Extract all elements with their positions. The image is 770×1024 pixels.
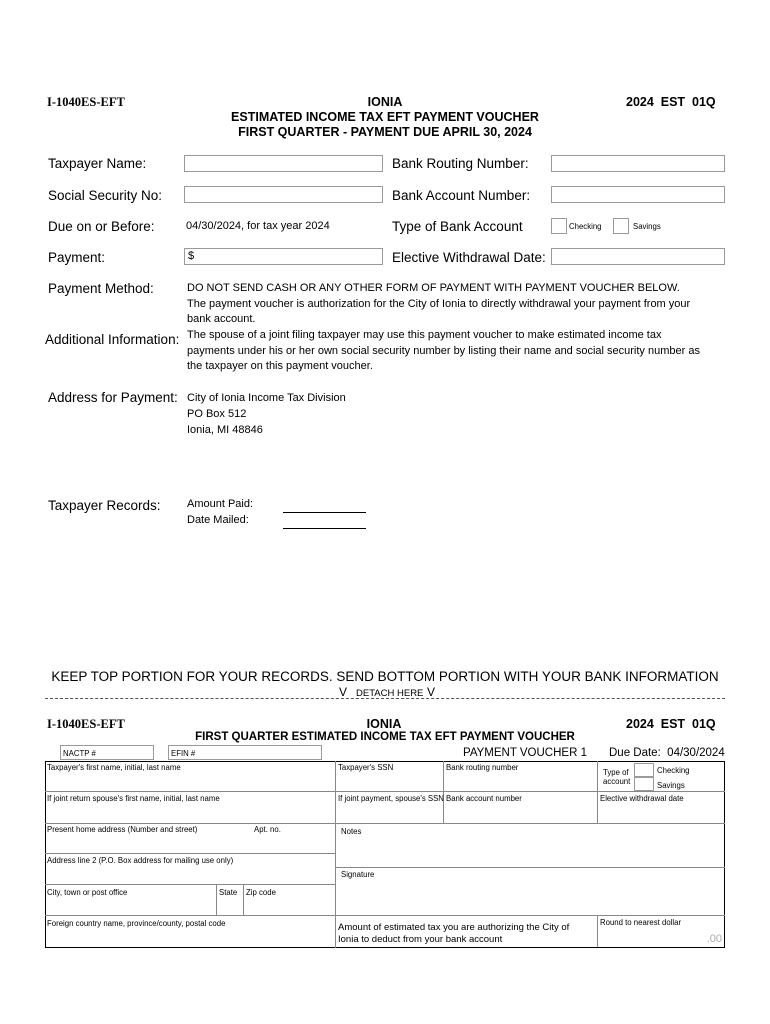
nactp-field[interactable] — [60, 745, 154, 760]
method-line-2: The payment voucher is authorization for the City of Ionia to directly withdrawal your payment from your — [187, 297, 691, 310]
additional-info-text — [187, 328, 737, 375]
voucher-number: PAYMENT VOUCHER 1 — [463, 747, 587, 759]
amount-auth-line-2: Ionia to deduct from your bank account — [338, 934, 503, 945]
city-name: IONIA — [367, 95, 403, 109]
account-type-label: Type of Bank Account — [392, 219, 523, 234]
method-line-1: DO NOT SEND CASH OR ANY OTHER FORM OF PAYMENT WITH PAYMENT VOUCHER BELOW. — [187, 282, 680, 294]
checking-label: Checking — [569, 222, 602, 231]
grid-top — [45, 761, 725, 762]
bank-account-field[interactable]: Bank account number — [446, 794, 522, 803]
savings-label: Savings — [633, 222, 661, 231]
amount-paid-label: Amount Paid: — [187, 498, 254, 510]
state-field[interactable]: State — [219, 888, 238, 897]
grid-row-1 — [45, 791, 725, 792]
signature-field[interactable]: Signature — [341, 870, 375, 879]
due-date: Due Date: 04/30/2024 — [609, 747, 725, 759]
date-mailed-line[interactable] — [283, 528, 366, 529]
spouse-ssn-field[interactable]: If joint payment, spouse's SSN — [338, 794, 444, 803]
payment-method-label: Payment Method: — [48, 281, 154, 296]
home-address-field[interactable]: Present home address (Number and street) — [47, 825, 198, 834]
detach-arrow-left: V — [339, 685, 348, 699]
first-name-field[interactable]: Taxpayer's first name, initial, last name — [47, 763, 181, 772]
form-id: I-1040ES-EFT — [47, 95, 125, 109]
additional-info-label: Additional Information: — [45, 332, 180, 347]
voucher-savings-checkbox[interactable] — [634, 777, 654, 791]
grid-row-5 — [45, 915, 725, 916]
elective-withdrawal-label: Elective Withdrawal Date: — [392, 250, 546, 265]
voucher-title: ESTIMATED INCOME TAX EFT PAYMENT VOUCHER — [231, 110, 539, 124]
amount-authorization-label — [338, 922, 569, 946]
address-line-3: Ionia, MI 48846 — [187, 424, 263, 436]
efin-label: EFIN # — [171, 749, 196, 758]
due-label: Due on or Before: — [48, 219, 155, 234]
detach-here-label: DETACH HERE — [356, 688, 424, 699]
elective-date-field[interactable]: Elective withdrawal date — [600, 794, 684, 803]
voucher-heading: FIRST QUARTER ESTIMATED INCOME TAX EFT PAYMENT VOUCHER — [195, 731, 575, 743]
apt-field[interactable]: Apt. no. — [254, 825, 281, 834]
bank-account-label: Bank Account Number: — [392, 188, 531, 203]
voucher-city: IONIA — [366, 717, 402, 731]
voucher-subtitle: FIRST QUARTER - PAYMENT DUE APRIL 30, 2024 — [238, 125, 532, 139]
voucher-form-id: I-1040ES-EFT — [47, 717, 125, 731]
grid-bottom — [45, 947, 725, 948]
bank-routing-field[interactable]: Bank routing number — [446, 763, 519, 772]
grid-col-main — [335, 761, 336, 948]
grid-col-state — [216, 884, 217, 915]
payment-input[interactable] — [184, 248, 383, 265]
ssn-input[interactable] — [184, 186, 383, 203]
method-line-3: bank account. — [187, 313, 256, 325]
address-line-2: PO Box 512 — [187, 408, 247, 420]
taxpayer-ssn-field[interactable]: Taxpayer's SSN — [338, 763, 394, 772]
grid-row-2 — [45, 823, 725, 824]
grid-row-notes — [335, 867, 725, 868]
savings-checkbox[interactable] — [613, 218, 629, 234]
efin-field[interactable] — [168, 745, 322, 760]
info-line-3: the taxpayer on this payment voucher. — [187, 360, 373, 372]
bank-routing-label: Bank Routing Number: — [392, 156, 529, 171]
date-mailed-label: Date Mailed: — [187, 514, 249, 526]
taxpayer-name-input[interactable] — [184, 155, 383, 172]
amount-paid-line[interactable] — [283, 512, 366, 513]
nactp-label: NACTP # — [63, 749, 96, 758]
address2-field[interactable]: Address line 2 (P.O. Box address for mailing use only) — [47, 856, 234, 865]
grid-col-zip — [243, 884, 244, 915]
voucher-savings-label: Savings — [657, 781, 685, 790]
elective-withdrawal-input[interactable] — [551, 248, 725, 265]
grid-row-4 — [45, 884, 335, 885]
voucher-checking-checkbox[interactable] — [634, 763, 654, 777]
round-dollar-label: Round to nearest dollar — [600, 918, 682, 927]
notes-field[interactable]: Notes — [341, 827, 362, 836]
type-of-label: Type of — [603, 768, 629, 777]
address-line-1: City of Ionia Income Tax Division — [187, 392, 346, 404]
voucher-checking-label: Checking — [657, 766, 690, 775]
bank-account-input[interactable] — [551, 186, 725, 203]
grid-col-round — [597, 915, 598, 947]
city-field[interactable]: City, town or post office — [47, 888, 128, 897]
grid-row-3 — [45, 853, 335, 854]
voucher-year-code: 2024 EST 01Q — [626, 717, 716, 731]
address-label: Address for Payment: — [48, 390, 178, 405]
taxpayer-records-label: Taxpayer Records: — [48, 498, 161, 513]
due-value: 04/30/2024, for tax year 2024 — [186, 220, 330, 232]
dollar-sign: $ — [188, 250, 195, 262]
year-code: 2024 EST 01Q — [626, 95, 716, 109]
grid-left — [45, 761, 46, 948]
zip-field[interactable]: Zip code — [246, 888, 276, 897]
bank-routing-input[interactable] — [551, 155, 725, 172]
ssn-label: Social Security No: — [48, 188, 163, 203]
taxpayer-name-label: Taxpayer Name: — [48, 156, 147, 171]
amount-input[interactable] — [600, 933, 724, 946]
info-line-2: payments under his or her own social security number by listing their name and social security number as — [187, 344, 700, 357]
payment-address — [187, 390, 346, 438]
spouse-name-field[interactable]: If joint return spouse's first name, initial, last name — [47, 794, 220, 803]
checking-checkbox[interactable] — [551, 218, 567, 234]
keep-top-notice: KEEP TOP PORTION FOR YOUR RECORDS. SEND BOTTOM PORTION WITH YOUR BANK INFORMATION — [51, 669, 719, 684]
payment-label: Payment: — [48, 250, 106, 265]
detach-arrow-right: V — [427, 685, 436, 699]
payment-method-text — [187, 281, 737, 328]
cents-label: .00 — [706, 933, 722, 945]
foreign-address-field[interactable]: Foreign country name, province/county, postal code — [47, 919, 226, 928]
info-line-1: The spouse of a joint filing taxpayer may use this payment voucher to make estimated income tax — [187, 329, 662, 341]
grid-col-bank — [597, 761, 598, 823]
grid-right — [724, 761, 725, 948]
account-label-text: account — [603, 777, 631, 786]
amount-auth-line-1: Amount of estimated tax you are authorizing the City of — [338, 922, 570, 933]
grid-col-ssn — [443, 761, 444, 823]
